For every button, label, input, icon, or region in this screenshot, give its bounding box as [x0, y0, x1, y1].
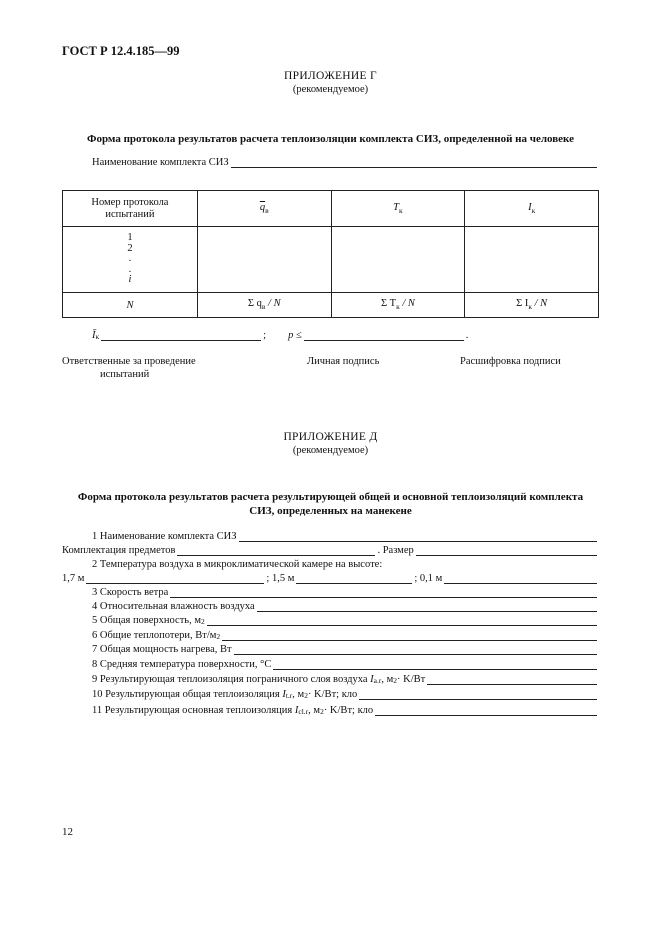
row-number: 2 — [127, 242, 133, 254]
item-7-label: 7 Общая мощность нагрева, Вт — [92, 644, 232, 655]
item-11-field[interactable] — [375, 705, 597, 716]
set-label: Комплектация предметов — [62, 545, 176, 556]
item-6-sup: 2 — [216, 632, 221, 641]
item-10-symbol: I — [282, 689, 286, 700]
total-qv: Σ $q_в$ / N — [197, 293, 331, 318]
item-11-label: 11 Результирующая основная теплоизоляция — [92, 705, 293, 716]
item-6-field[interactable] — [222, 630, 597, 641]
item-11-unit-sup: 2 — [320, 707, 324, 716]
height-2-label: ; 1,5 м — [266, 573, 295, 584]
item-9-symbol: I — [370, 674, 374, 685]
item-1-label: 1 Наименование комплекта СИЗ — [92, 531, 237, 542]
set-row — [62, 545, 599, 556]
mean-ik-subscript: к — [95, 332, 100, 341]
tk-values-cell[interactable] — [331, 227, 465, 293]
semicolon: ; — [263, 330, 267, 341]
height-3-label: ; 0,1 м — [414, 573, 443, 584]
row-number: 1 — [127, 232, 133, 244]
responsible-label-2: испытаний — [100, 369, 150, 380]
item-3-row — [92, 587, 599, 598]
item-10-unit-sup: 2 — [304, 691, 308, 700]
mean-ik-symbol: Ī — [92, 330, 96, 341]
item-10-unit-tail: · K/Вт; кло — [307, 689, 358, 700]
appendix-g-title: ПРИЛОЖЕНИЕ Г — [284, 70, 377, 82]
item-8-label: 8 Средняя температура поверхности, °С — [92, 659, 272, 670]
table-header-row — [63, 191, 599, 227]
item-10-row — [92, 689, 599, 700]
height-1-field[interactable] — [86, 573, 264, 584]
row-number: . — [128, 253, 132, 265]
item-6-label: 6 Общие теплопотери, Вт/м — [92, 630, 217, 641]
item-4-row — [92, 601, 599, 612]
header-ik: $I_к$ — [465, 191, 599, 227]
appendix-d-subtitle: (рекомендуемое) — [292, 445, 369, 456]
item-7-field[interactable] — [234, 644, 597, 655]
item-2-row — [92, 559, 599, 570]
item-11-symbol: I — [294, 705, 299, 716]
document-id: ГОСТ Р 12.4.185—99 — [62, 44, 180, 58]
item-1-field[interactable] — [239, 531, 597, 542]
size-field[interactable] — [416, 545, 597, 556]
page-number: 12 — [62, 826, 73, 838]
height-2-field[interactable] — [296, 573, 412, 584]
height-1-label: 1,7 м — [62, 573, 85, 584]
item-10-label: 10 Результирующая общая теплоизоляция — [92, 689, 280, 700]
item-9-unit-sup: 2 — [393, 676, 398, 685]
decoding-label: Расшифровка подписи — [460, 356, 561, 367]
item-5-field[interactable] — [207, 615, 597, 626]
item-2-label: 2 Температура воздуха в микроклиматической камере на высоте: — [92, 559, 383, 570]
item-5-row — [92, 615, 599, 626]
item-5-sup: 2 — [201, 617, 205, 626]
table-totals-row — [63, 293, 599, 318]
item-11-row — [92, 705, 599, 716]
kit-name-label: Наименование комплекта СИЗ — [92, 157, 229, 168]
item-11-unit: , м — [308, 705, 321, 716]
item-10-sub: t.r — [285, 691, 293, 700]
item-10-unit: , м — [292, 689, 305, 700]
protocol-table — [62, 190, 599, 318]
item-11-sub: cl.r — [298, 707, 309, 716]
height-3-field[interactable] — [444, 573, 597, 584]
kit-name-field[interactable] — [231, 157, 597, 168]
item-3-label: 3 Скорость ветра — [92, 587, 169, 598]
qv-values-cell[interactable] — [197, 227, 331, 293]
appendix-d-form-title-2: СИЗ, определенных на манекене — [249, 505, 412, 517]
p-label: p ≤ — [288, 330, 302, 341]
appendix-g-form-title: Форма протокола результатов расчета теплоизоляции комплекта СИЗ, определенной на человеке — [87, 133, 574, 145]
total-ik: Σ $I_к$ / N — [465, 293, 599, 318]
item-7-row — [92, 644, 599, 655]
row-numbers-cell — [63, 227, 198, 293]
heights-row — [62, 573, 599, 584]
item-9-row — [92, 674, 599, 685]
item-4-label: 4 Относительная влажность воздуха — [92, 601, 255, 612]
signature-label: Личная подпись — [307, 356, 380, 367]
item-9-unit: , м — [381, 674, 394, 685]
item-9-label: 9 Результирующая теплоизоляция пограничного слоя воздуха — [92, 674, 368, 685]
item-6-row — [92, 630, 599, 641]
row-number: i — [128, 274, 132, 286]
item-8-row — [92, 659, 599, 670]
header-qv: $\overline{q}_в$ — [197, 191, 331, 227]
result-end: . — [465, 330, 469, 341]
total-n: N — [63, 293, 198, 318]
header-protocol-number: Номер протокола испытаний — [63, 191, 198, 227]
item-9-sub: a.r — [373, 676, 382, 685]
total-tk: Σ $T_к$ / N — [331, 293, 465, 318]
mean-ik-field[interactable] — [101, 330, 261, 341]
item-1-row — [92, 531, 599, 542]
item-8-field[interactable] — [273, 659, 597, 670]
item-9-unit-tail: · K/Вт — [397, 674, 426, 685]
row-number: . — [128, 263, 132, 275]
item-5-label: 5 Общая поверхность, м — [92, 615, 201, 626]
ik-values-cell[interactable] — [465, 227, 599, 293]
item-3-field[interactable] — [170, 587, 597, 598]
item-11-unit-tail: · K/Вт; кло — [323, 705, 374, 716]
appendix-g-subtitle: (рекомендуемое) — [292, 84, 369, 95]
kit-name-row — [92, 157, 599, 168]
item-10-field[interactable] — [359, 689, 597, 700]
result-row — [92, 330, 512, 341]
p-field[interactable] — [304, 330, 464, 341]
size-label: . Размер — [377, 545, 414, 556]
item-9-field[interactable] — [427, 674, 597, 685]
responsible-label-1: Ответственные за проведение — [62, 356, 196, 367]
set-field[interactable] — [177, 545, 375, 556]
item-4-field[interactable] — [257, 601, 597, 612]
header-tk: $T_к$ — [331, 191, 465, 227]
appendix-d-title: ПРИЛОЖЕНИЕ Д — [283, 431, 378, 443]
table-row — [63, 227, 599, 293]
appendix-d-form-title-1: Форма протокола результатов расчета результирующей общей и основной теплоизоляций комплекта — [77, 491, 584, 503]
